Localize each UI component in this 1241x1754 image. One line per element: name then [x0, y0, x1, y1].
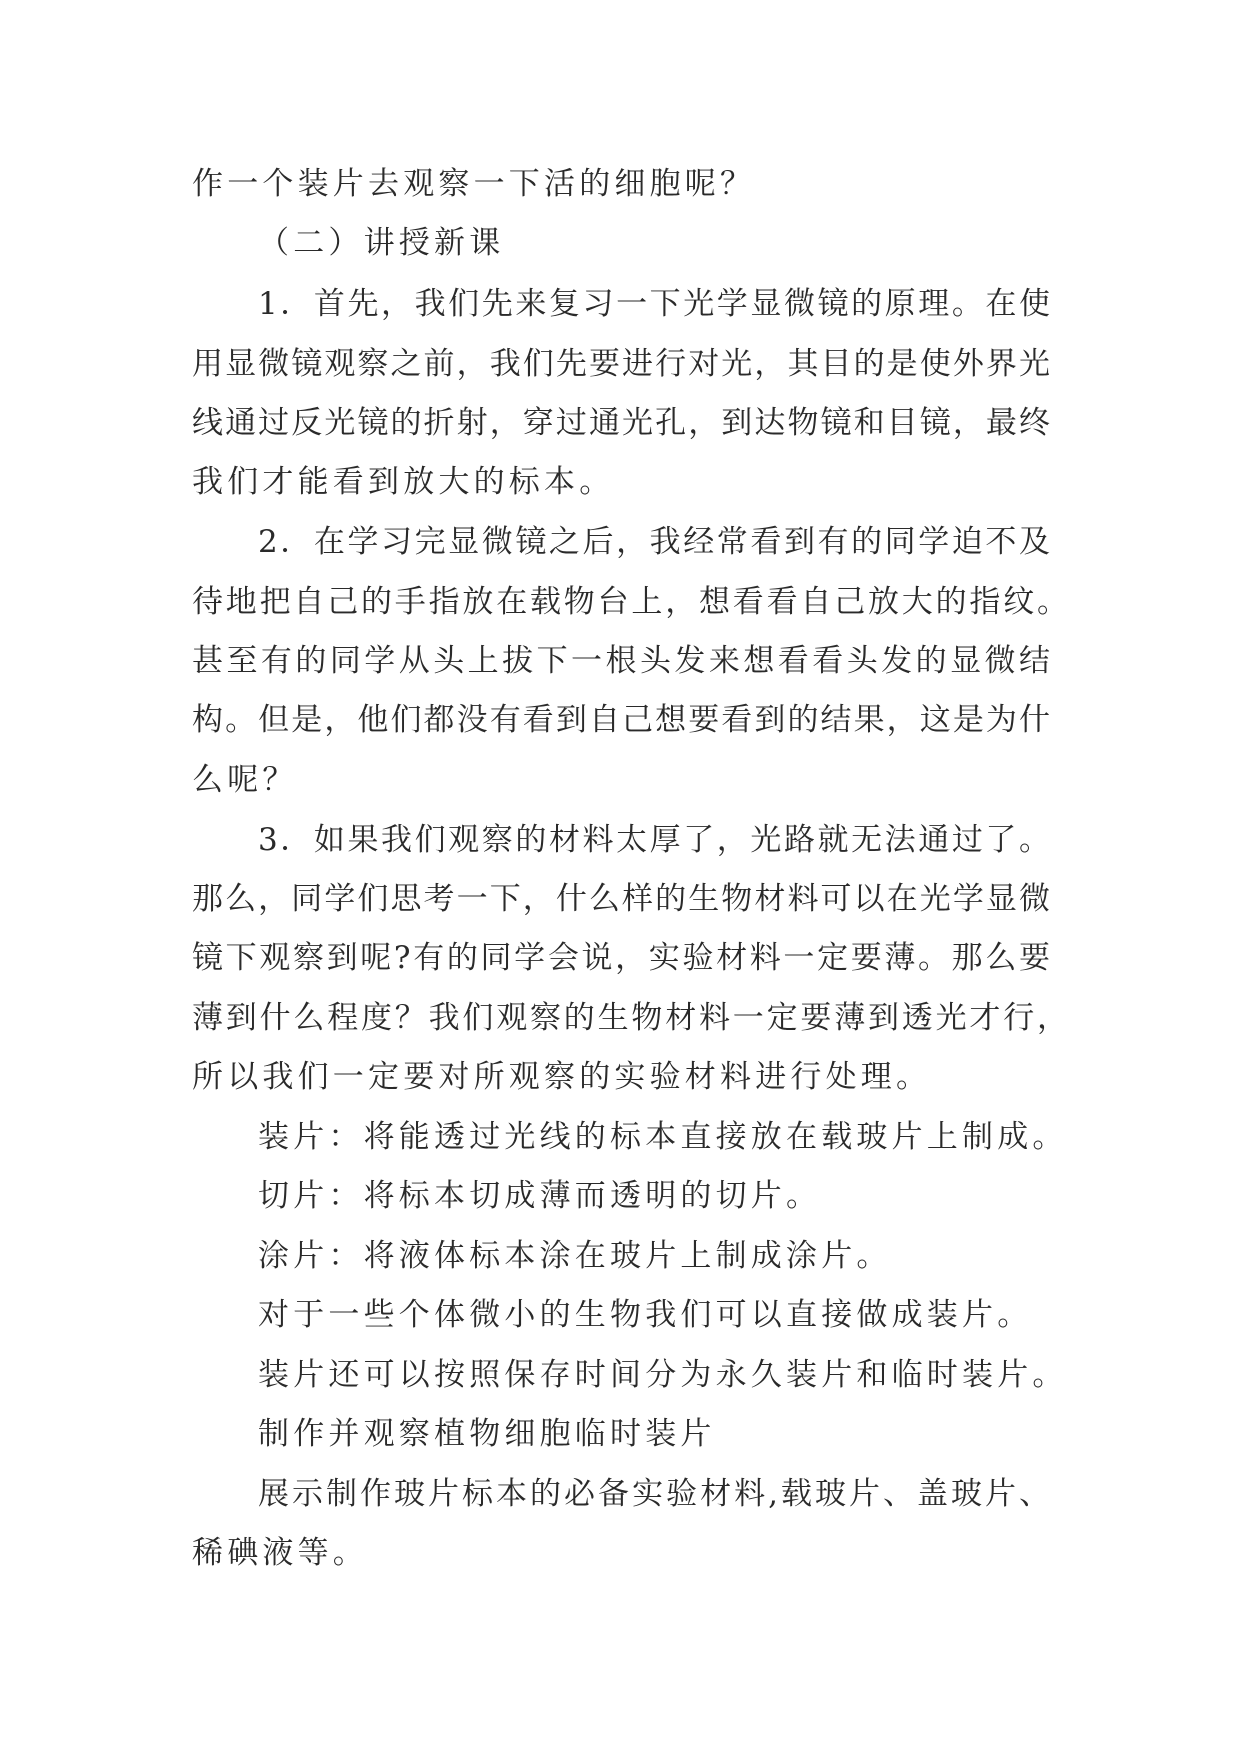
definition-line: 装片：将能透过光线的标本直接放在载玻片上制成。 [258, 1119, 1068, 1155]
paragraph-line: 待地把自己的手指放在载物台上，想看看自己放大的指纹。 [192, 584, 1068, 620]
paragraph-line: 薄到什么程度？我们观察的生物材料一定要薄到透光才行， [192, 1000, 1068, 1036]
definition-line: 切片：将标本切成薄而透明的切片。 [258, 1178, 822, 1214]
paragraph-line: 2．在学习完显微镜之后，我经常看到有的同学迫不及 [258, 524, 1050, 560]
paragraph-line: 用显微镜观察之前，我们先要进行对光，其目的是使外界光 [192, 346, 1050, 382]
paragraph-line: 3．如果我们观察的材料太厚了，光路就无法通过了。 [258, 822, 1050, 858]
paragraph-line: 稀碘液等。 [192, 1535, 368, 1571]
paragraph-line: 构。但是，他们都没有看到自己想要看到的结果，这是为什 [192, 702, 1050, 738]
paragraph-line: 装片还可以按照保存时间分为永久装片和临时装片。 [258, 1357, 1068, 1393]
paragraph-line: 作一个装片去观察一下活的细胞呢？ [192, 166, 756, 202]
paragraph-line: 线通过反光镜的折射，穿过通光孔，到达物镜和目镜，最终 [192, 405, 1050, 441]
paragraph-line: 那么，同学们思考一下，什么样的生物材料可以在光学显微 [192, 881, 1050, 917]
paragraph-line: 甚至有的同学从头上拔下一根头发来想看看头发的显微结 [192, 643, 1050, 679]
subheading: 制作并观察植物细胞临时装片 [258, 1416, 716, 1452]
paragraph-line: 么呢？ [192, 762, 298, 798]
paragraph-line: 我们才能看到放大的标本。 [192, 464, 615, 500]
paragraph-line: 镜下观察到呢?有的同学会说，实验材料一定要薄。那么要 [192, 940, 1050, 976]
paragraph-line: 展示制作玻片标本的必备实验材料,载玻片、盖玻片、 [258, 1476, 1050, 1512]
section-heading: （二）讲授新课 [258, 225, 505, 261]
paragraph-line: 1．首先，我们先来复习一下光学显微镜的原理。在使 [258, 286, 1050, 322]
definition-line: 涂片：将液体标本涂在玻片上制成涂片。 [258, 1238, 892, 1274]
paragraph-line: 对于一些个体微小的生物我们可以直接做成装片。 [258, 1297, 1033, 1333]
paragraph-line: 所以我们一定要对所观察的实验材料进行处理。 [192, 1059, 932, 1095]
